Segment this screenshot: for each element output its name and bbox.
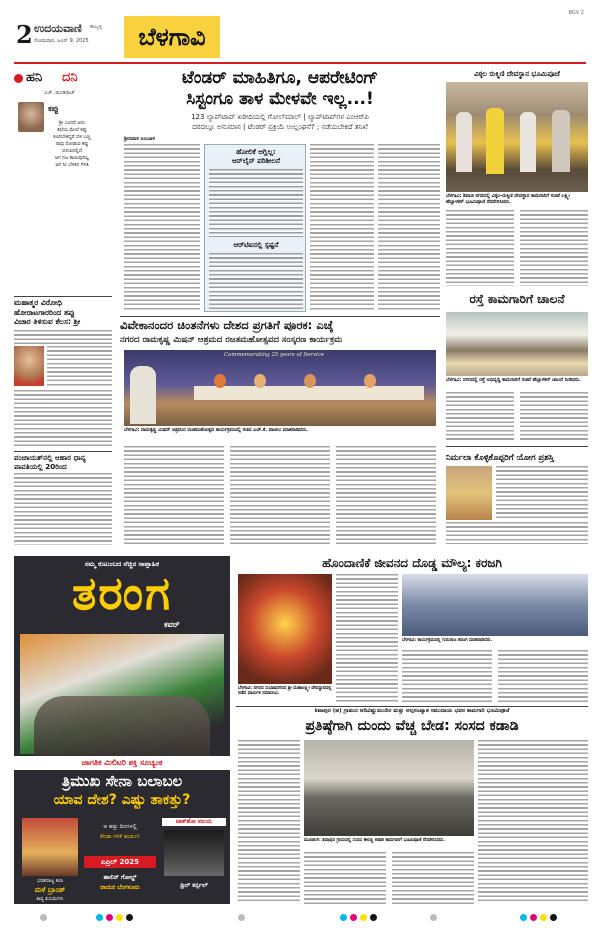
honda-col-3 xyxy=(498,650,588,702)
nirmala-body-b xyxy=(446,522,588,544)
vivek-caption: ಬೆಳಗಾವಿ: ರಾಮಕೃಷ್ಣ ಮಿಷನ್ ಆಶ್ರಮದ ರಜತಮಹೋತ್ಸವ ಕಾರ್ಯಕ್ರಮದಲ್ಲಿ ಸಚಿವ ಎಚ್.ಕೆ. ಪಾಟೀಲ ಮಾತನಾಡಿದರು. xyxy=(124,428,308,433)
honda-headline: ಹೊಂದಾಣಿಕೆ ಜೀವನದ ದೊಡ್ಡ ಮೌಲ್ಯ: ಕರಜಗಿ xyxy=(322,556,502,570)
lead-box xyxy=(204,144,306,312)
taranga-left-tag3: ಕಾವ್ಯ ಕುಸುಮಗಳು xyxy=(36,897,64,902)
bottom-col-2 xyxy=(304,852,386,904)
registration-marks xyxy=(0,912,600,924)
poem-line: ಕೂಗಬೇಕಿದ್ದರೆ ಬಿಳಿ ಬಣ್ಣ xyxy=(53,135,91,140)
honda-col-1 xyxy=(336,574,398,702)
bottom-col-1 xyxy=(238,740,300,904)
taranga-big-1: ತ್ರಿಮುಖ ಸೇನಾ ಬಲಾಬಲ xyxy=(61,772,183,790)
taranga-sub: ಕವರ್ xyxy=(164,620,180,629)
hani-header xyxy=(14,70,112,88)
lead-deck-1: 123 ಲ್ಯಾಪ್‌ಟಾಪ್‌ ಖರೀದಿಯಲ್ಲಿ ಗೋಲ್‌ಮಾಲ್ | ಲ್ಯಾಪ್‌ಟಾಪ್‌ಗಳ ಎಂಆರ್‌ಪಿ xyxy=(191,113,369,121)
taranga-right-photo xyxy=(164,830,224,876)
lead-col-4 xyxy=(378,144,440,312)
taranga-right-tag: ಟಾಕ್‌ಶೋ ವಲಯ xyxy=(162,818,226,826)
right-top-photo xyxy=(446,82,588,192)
edition-code: BGV 2 xyxy=(568,10,584,16)
taranga-right-tag2: ಥ್ರಿಲ್ ಕರ್ನ್ಸಲ್ xyxy=(180,882,208,889)
taranga-date: ಏಪ್ರಿಲ್ 2025 xyxy=(100,857,140,866)
paper-name: ಉದಯವಾಣಿ xyxy=(34,22,82,35)
honda-temple-caption: ಬೆಳಗಾವಿ: ನಗರದ ಸುಭಾಷನಗರದ ಶ್ರೀ ಮಹಾಲಕ್ಷ್ಮೀ ದೇವಸ್ಥಾನದಲ್ಲಿ ನಡೆದ ಧಾರ್ಮಿಕ ಸಮಾರಂಭ. xyxy=(238,686,332,697)
hani-poem-title: ಕಪ್ಪು xyxy=(48,104,59,113)
taranga-title: ತರಂಗ xyxy=(72,566,172,620)
vivek-headline: ವಿವೇಕಾನಂದರ ಚಿಂತನೆಗಳು ದೇಶದ ಪ್ರಗತಿಗೆ ಪೂರಕ: ಎಚ್ಕೆ xyxy=(120,318,334,332)
date-line: ಸೋಮವಾರ, ಜೂನ್ 9, 2025 xyxy=(34,38,89,44)
panchayat-line-2: ಪಾವತಿಯಲ್ಲಿ 20ರಿಂದ xyxy=(14,462,67,471)
lead-box-title-1: ಹೋಲಿಕೆ ಆಗ್ಲಿಲ್ಲ: xyxy=(236,148,276,156)
right-top-body-b xyxy=(520,210,588,286)
taranga-mid-4: ರಾಯರ ಬೆಂಗಳೂರು xyxy=(100,884,140,891)
page-number: 2 xyxy=(16,20,33,49)
hani-label: ಹನಿ xyxy=(26,70,43,85)
vivek-subhead: ನಗರದ ರಾಮಕೃಷ್ಣ ಮಿಷನ್ ಆಶ್ರಮದ ರಜತಮಹೋತ್ಸವದ ಸಂಸ್ಕರಣ ಕಾರ್ಯಕ್ರಮ xyxy=(120,335,343,345)
taranga-mid-2: ಕೆನಡಾ ಗಳಿಕೆ ಹುಡುಗ! xyxy=(99,834,141,840)
edition-tag: ಹುಬ್ಬಳ್ಳಿ xyxy=(90,24,103,30)
lead-box-title xyxy=(209,148,303,166)
section-title: ಬೆಳಗಾವಿ xyxy=(138,23,206,51)
honda-col-2 xyxy=(402,650,492,702)
lead-col-1 xyxy=(124,144,200,312)
road-body-b xyxy=(520,392,588,442)
taranga-top-line: ನಮ್ಮ ಕುಟುಂಬದ ನೆಚ್ಚಿನ ಸಾಪ್ತಾಹಿಕ xyxy=(85,560,159,568)
taranga-band xyxy=(14,756,230,770)
left-mid-headline xyxy=(14,298,114,327)
right-top-body-a xyxy=(446,210,514,286)
right-top-caption: ಬೆಳಗಾವಿ: ಶಿವಾಜಿ ನಗರದಲ್ಲಿ ವಿಠ್ಠಲ-ರುಕ್ಮಿಣಿ ದೇವಸ್ಥಾನ ಕಾಮಗಾರಿಗೆ ಸಚಿವೆ ಲಕ್ಷ್ಮೀ ಹೆಬ್ಬಾಳಕರ್ ಭೂಮಿಪೂಜೆ ನೆರವೇರಿಸಿದರು. xyxy=(446,194,571,205)
lead-col-3 xyxy=(310,144,374,312)
nirmala-photo xyxy=(446,466,492,520)
panchayat-headline xyxy=(14,453,114,471)
lead-headline-1: ಟೆಂಡರ್ ಮಾಹಿತಿಗೂ, ಆಪರೇಟಿಂಗ್ xyxy=(182,68,378,88)
poem-line: ಬಿಳುಪಿನಲ್ಲಿದೆ xyxy=(61,149,82,154)
taranga-date-box xyxy=(84,856,156,868)
lead-byline: ಶ್ರೀನಿವಾಸ ಅಲಬಾಳ xyxy=(124,136,155,142)
section-title-box xyxy=(124,16,220,58)
lead-headline xyxy=(120,68,440,110)
vivek-banner: Commemorating 25 years of Service xyxy=(224,352,324,358)
hani-dot xyxy=(14,74,23,83)
poem-line: ಆಗ ನೀ ಬೆಳಕಿನ ಗೆಳತಿ xyxy=(55,163,89,168)
taranga-ad xyxy=(14,556,230,904)
bottom-col-3 xyxy=(392,852,474,904)
left-mid-headline-3: ವಿಚಾರ ತಿಳಿಸುವ ಕೆಲಸ: ಶ್ರೀ xyxy=(14,317,81,326)
taranga-left-tag: ಭರತನಾಟ್ಯ ಕಲಾ xyxy=(36,878,64,884)
vivek-col-1 xyxy=(124,446,224,546)
poem-line: ನಾವು ನೋಡುವ ಕಪ್ಪು xyxy=(55,142,89,147)
lead-box-body xyxy=(209,169,303,237)
honda-right-caption: ಬೆಳಗಾವಿ: ಕಾರ್ಯಕ್ರಮದಲ್ಲಿ ಗುರುರಾಜ ಕರಜಗಿ ಮಾತನಾಡಿದರು. xyxy=(402,638,493,643)
vivek-col-3 xyxy=(336,446,436,546)
lead-deck xyxy=(120,112,440,132)
left-mid-photo xyxy=(14,346,44,386)
vivek-photo xyxy=(124,350,436,426)
masthead xyxy=(0,0,600,64)
lead-box-title-2: ಆನ್‌ಲೈನ್ ಪರಿಶೀಲನೆ xyxy=(231,157,281,165)
bottom-col-4 xyxy=(478,740,588,904)
taranga-soldiers xyxy=(34,696,210,756)
honda-right-photo xyxy=(402,574,588,636)
left-mid-body-a xyxy=(14,330,112,344)
bottom-headline: ಪ್ರತಿಷ್ಠೆಗಾಗಿ ದುಂದು ವೆಚ್ಚ ಬೇಡ: ಸಂಸದ ಕಡಾಡಿ xyxy=(305,718,519,734)
road-body-a xyxy=(446,392,514,442)
taranga-band-text: ಜಾಗತಿಕ ಮಿಲಿಟರಿ ಶಕ್ತಿ ಸೂಚ್ಯಂಕ xyxy=(81,758,163,767)
road-headline: ರಸ್ತೆ ಕಾಮಗಾರಿಗೆ ಚಾಲನೆ xyxy=(469,292,565,306)
taranga-mid-3: ಹಾಲಿನ್ ಗೋಲ್ಡ್ xyxy=(103,874,137,881)
honda-temple-photo xyxy=(238,574,332,684)
poem-line: ತಲೆಯ ಮೇಲೆ ಕಪ್ಪು xyxy=(57,128,87,133)
hani-author: ಎಚ್. ಡುಂಡಿರಾಜ್ xyxy=(44,90,75,96)
road-caption: ಬೆಳಗಾವಿ: ನಗರದಲ್ಲಿ ರಸ್ತೆ ಅಭಿವೃದ್ಧಿ ಕಾಮಗಾರಿಗೆ ಸಚಿವೆ ಹೆಬ್ಬಾಳಕರ್ ಚಾಲನೆ ನೀಡಿದರು. xyxy=(446,378,581,383)
bottom-kicker: ಶಿವಾಪುರ (ಹ) ಗ್ರಾಮದ ಆದಿವಿಷ್ಣುಮಂದಿರ ಮತ್ತು ಅಲ್ಪಸಂಖ್ಯಾತ ಸಮುದಾಯ ಭವನ ಕಾಮಗಾರಿ ಭೂಮಿಪೂಜೆ xyxy=(314,708,510,714)
bottom-caption: ಮೂಡಲಗಿ: ಶಿವಾಪುರ ಗ್ರಾಮದಲ್ಲಿ ಸಂಸದ ಈರಣ್ಣ ಕಡಾಡಿ ಕಾಮಗಾರಿಗೆ ಭೂಮಿಪೂಜೆ ನೆರವೇರಿಸಿದರು. xyxy=(304,838,445,843)
vivek-col-2 xyxy=(230,446,330,546)
lead-headline-2: ಸಿಸ್ಟಂಗೂ ತಾಳ ಮೇಳವೇ ಇಲ್ಲ...! xyxy=(186,89,374,109)
bottom-photo xyxy=(304,740,474,836)
lead-box2-title: ಆರ್‌ಟಿಐನಲ್ಲಿ ಸ್ಪಷ್ಟನೆ xyxy=(233,241,279,249)
road-photo xyxy=(446,312,588,376)
masthead-rule xyxy=(14,62,586,64)
panchayat-body xyxy=(14,473,112,545)
lead-deck-2: ದರದಲ್ಲೂ ಅನುಮಾನ | ಟೆಂಡರ್ ಪ್ರಕ್ರಿಯೆ ಉಲ್ಲಂಘನೆ? ; ನಡೆಯಬೇಕಿದೆ ತನಿಖೆ xyxy=(192,123,368,131)
lead-box2-body xyxy=(209,253,303,309)
taranga-left-photo xyxy=(22,818,78,876)
nirmala-body-a xyxy=(496,466,588,520)
left-mid-body-c xyxy=(14,390,112,448)
hani-poem xyxy=(34,120,110,169)
taranga-mid-1: ಆ ಹತ್ತು ದಿನಗಳಲ್ಲಿ xyxy=(103,824,137,830)
taranga-big-2: ಯಾವ ದೇಶ? ಎಷ್ಟು ತಾಕತ್ತು? xyxy=(53,792,191,808)
left-mid-body-b xyxy=(47,346,112,386)
left-mid-headline-2: ಹೋರಾಟಗಾರರಿಂದ ತಪ್ಪು xyxy=(14,307,75,317)
panchayat-line-1: ಪಂಚಾಯತ್‌ನಲ್ಲಿ ಆಹಾರ ಧಾನ್ಯ xyxy=(14,453,86,462)
hani-dani-box xyxy=(14,70,112,302)
poem-line: ಆಗ ನಿಜ ಕಾಣುವುದಿಲ್ಲ xyxy=(54,156,90,161)
taranga-left-tag2: ಮಳೆ ಬ್ರಾಂಡ್ xyxy=(34,886,66,894)
left-mid-headline-1: ಮಹಾತ್ಮರ ವಿರೋಧಿ xyxy=(14,298,63,307)
nirmala-headline: ನಿರ್ಮಲಾ ಕೊಳ್ಳಿಕೊಪ್ಪರಿಗೆ ಯೋಗ ಪ್ರಶಸ್ತಿ xyxy=(446,452,554,462)
right-top-headline: ವಿಠ್ಠಲ ರುಕ್ಮಿಣಿ ದೇವಸ್ಥಾನ ಭೂಮಿಪೂಜೆ xyxy=(474,70,560,78)
dani-label: ದನಿ xyxy=(62,70,78,85)
poem-line: ಶ್ರೀ ಎಂದರೆ ಅದು xyxy=(58,121,86,126)
